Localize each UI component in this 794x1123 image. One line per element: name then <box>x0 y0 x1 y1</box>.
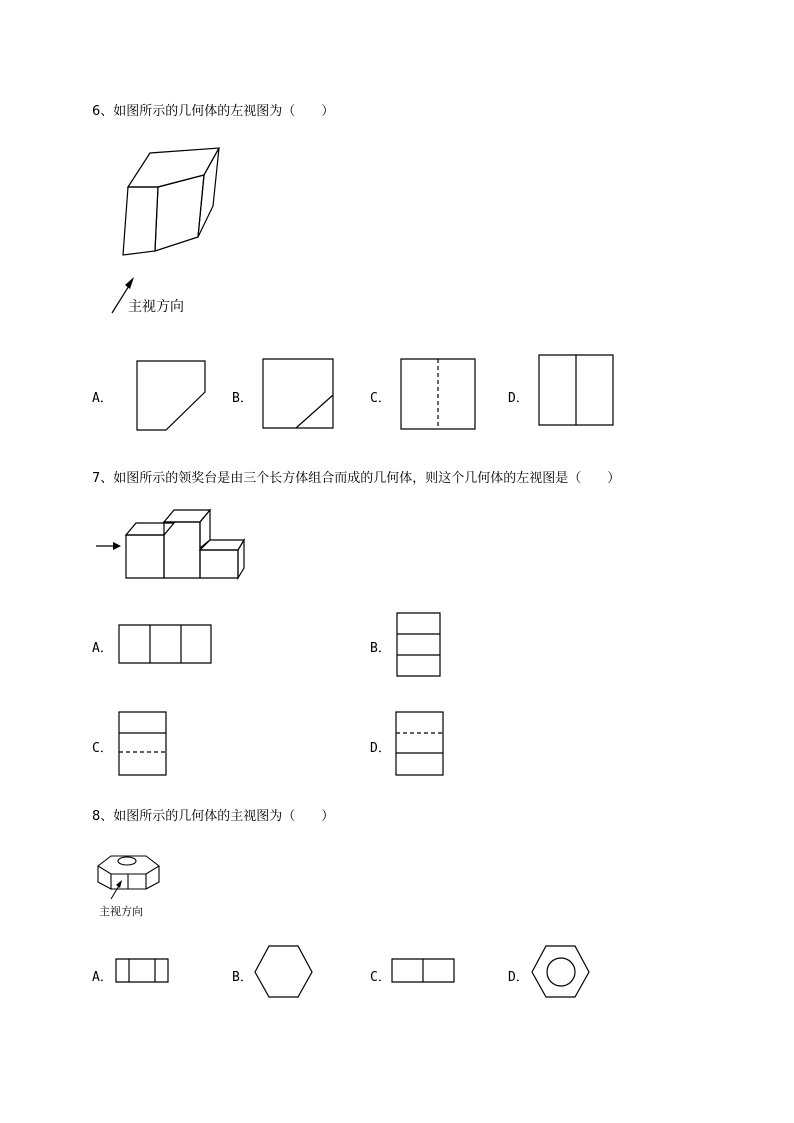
question-6-text: 6、如图所示的几何体的左视图为（ ） <box>92 104 335 119</box>
q8-option-a-label[interactable]: A． <box>92 970 113 985</box>
q6-option-d-label[interactable]: D． <box>508 391 529 406</box>
q8-direction-label: 主视方向 <box>99 905 143 918</box>
q8-option-b-label[interactable]: B． <box>232 970 253 985</box>
q8-option-d-label[interactable]: D． <box>508 970 529 985</box>
q6-option-b-label[interactable]: B． <box>232 391 253 406</box>
question-7-text: 7、如图所示的领奖台是由三个长方体组合而成的几何体，则这个几何体的左视图是（ ） <box>92 471 621 486</box>
q8-option-b-figure <box>255 946 312 997</box>
q7-option-b-label[interactable]: B． <box>370 641 391 656</box>
q6-option-a-label[interactable]: A． <box>92 391 113 406</box>
q8-option-a-figure <box>116 959 168 982</box>
q6-option-c-label[interactable]: C． <box>370 391 391 406</box>
q8-option-c-label[interactable]: C． <box>370 970 391 985</box>
q8-option-d-figure <box>532 946 589 997</box>
question-8-text: 8、如图所示的几何体的主视图为（ ） <box>92 809 335 824</box>
q7-option-a-label[interactable]: A． <box>92 641 113 656</box>
q7-option-d-label[interactable]: D． <box>370 741 391 756</box>
q7-option-c-label[interactable]: C． <box>92 741 113 756</box>
q6-direction-label: 主视方向 <box>128 299 184 315</box>
